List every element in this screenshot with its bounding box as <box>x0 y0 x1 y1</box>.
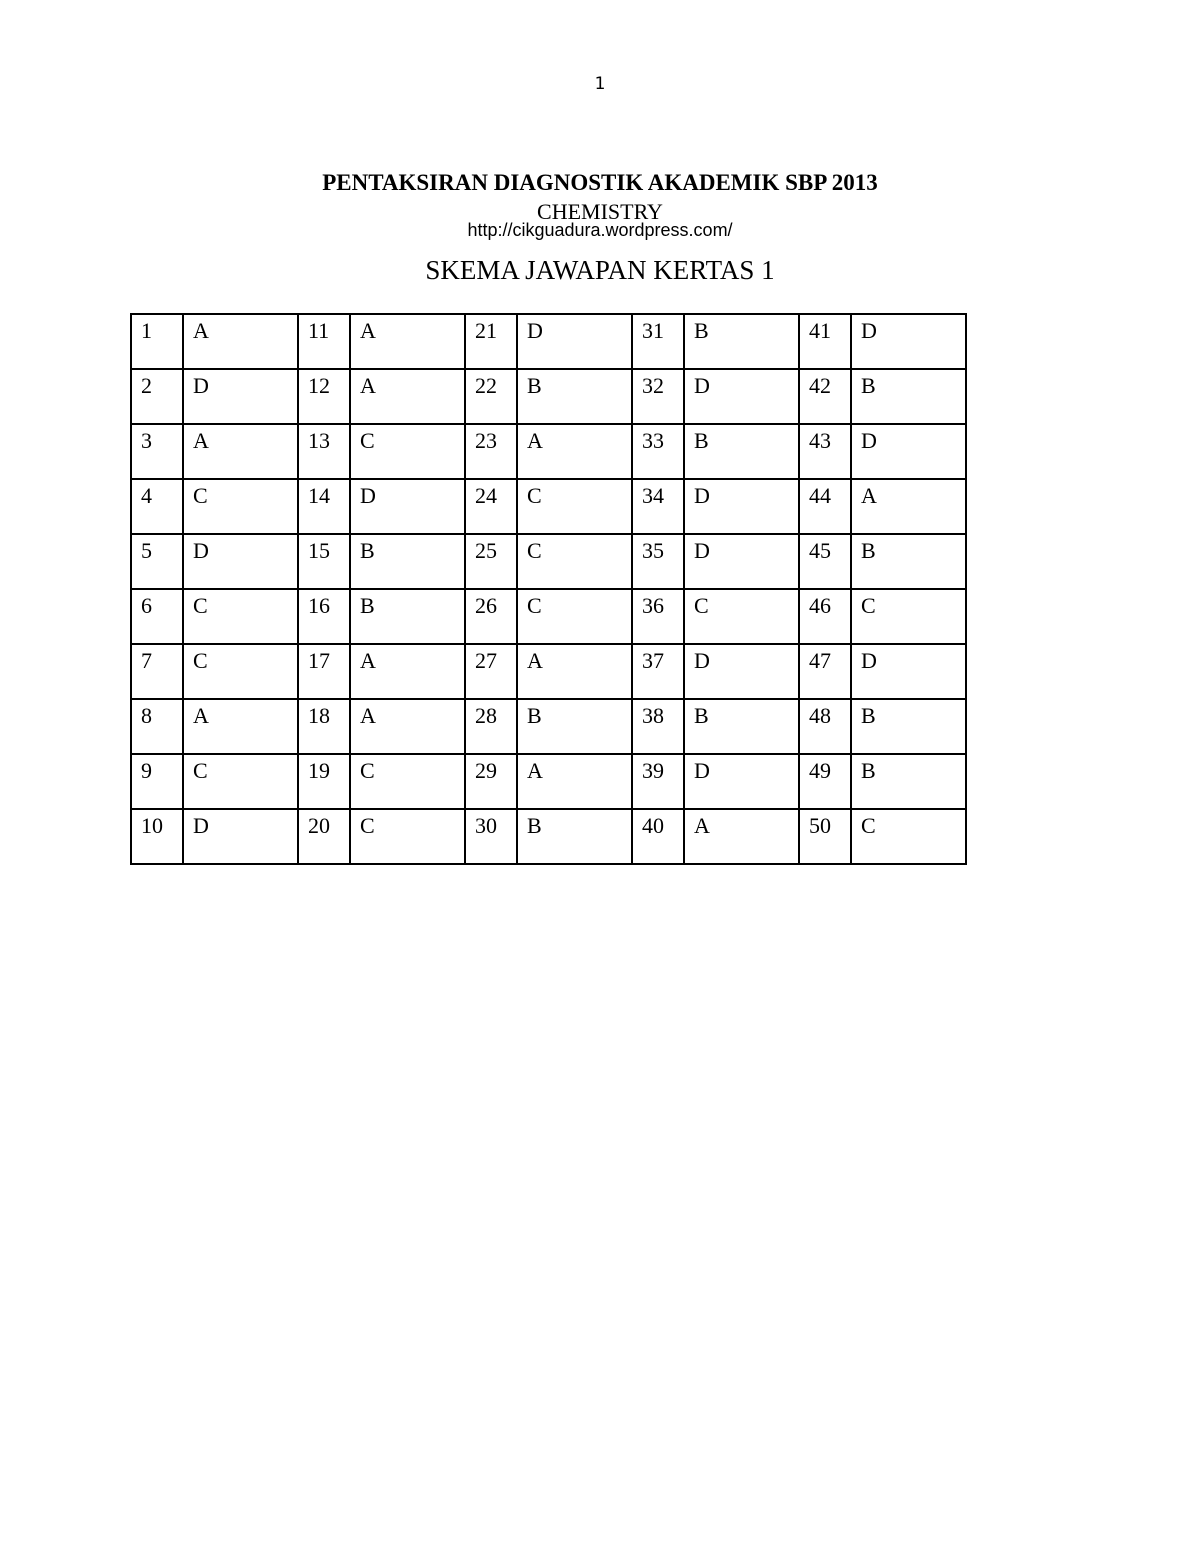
source-url: http://cikguadura.wordpress.com/ <box>467 220 733 240</box>
question-number: 24 <box>465 479 517 534</box>
table-row <box>131 699 966 754</box>
question-number: 31 <box>632 314 684 369</box>
answer-letter: D <box>684 479 799 534</box>
answer-letter: C <box>183 589 298 644</box>
answer-letter: A <box>350 314 465 369</box>
question-number: 10 <box>131 809 183 864</box>
answer-letter: B <box>851 754 966 809</box>
question-number: 37 <box>632 644 684 699</box>
answer-letter: D <box>684 644 799 699</box>
question-number: 48 <box>799 699 851 754</box>
question-number: 47 <box>799 644 851 699</box>
question-number: 28 <box>465 699 517 754</box>
question-number: 17 <box>298 644 350 699</box>
answer-letter: A <box>517 644 632 699</box>
question-number: 39 <box>632 754 684 809</box>
answer-letter: D <box>183 809 298 864</box>
question-number: 12 <box>298 369 350 424</box>
answer-letter: B <box>851 534 966 589</box>
question-number: 33 <box>632 424 684 479</box>
answer-letter: D <box>684 369 799 424</box>
answer-letter: D <box>350 479 465 534</box>
question-number: 26 <box>465 589 517 644</box>
table-row <box>131 754 966 809</box>
answer-letter: D <box>183 369 298 424</box>
answer-letter: C <box>183 479 298 534</box>
answer-letter: B <box>851 369 966 424</box>
question-number: 1 <box>131 314 183 369</box>
question-number: 42 <box>799 369 851 424</box>
question-number: 45 <box>799 534 851 589</box>
answer-letter: C <box>851 589 966 644</box>
question-number: 6 <box>131 589 183 644</box>
answer-letter: B <box>684 424 799 479</box>
question-number: 50 <box>799 809 851 864</box>
question-number: 25 <box>465 534 517 589</box>
answer-table-body <box>131 314 966 864</box>
answer-letter: B <box>684 699 799 754</box>
question-number: 34 <box>632 479 684 534</box>
question-number: 23 <box>465 424 517 479</box>
question-number: 15 <box>298 534 350 589</box>
answer-letter: B <box>517 369 632 424</box>
question-number: 3 <box>131 424 183 479</box>
answer-letter: C <box>350 754 465 809</box>
answer-letter: C <box>517 534 632 589</box>
question-number: 35 <box>632 534 684 589</box>
question-number: 2 <box>131 369 183 424</box>
question-number: 20 <box>298 809 350 864</box>
answer-letter: B <box>517 809 632 864</box>
answer-letter: B <box>350 589 465 644</box>
table-row <box>131 369 966 424</box>
answer-letter: A <box>350 369 465 424</box>
question-number: 13 <box>298 424 350 479</box>
answer-letter: A <box>350 699 465 754</box>
answer-letter: C <box>517 479 632 534</box>
answer-table <box>130 313 967 865</box>
table-row <box>131 644 966 699</box>
question-number: 18 <box>298 699 350 754</box>
question-number: 32 <box>632 369 684 424</box>
answer-letter: B <box>517 699 632 754</box>
question-number: 29 <box>465 754 517 809</box>
answer-letter: A <box>183 424 298 479</box>
question-number: 38 <box>632 699 684 754</box>
table-row <box>131 314 966 369</box>
question-number: 27 <box>465 644 517 699</box>
question-number: 44 <box>799 479 851 534</box>
question-number: 22 <box>465 369 517 424</box>
answer-letter: B <box>851 699 966 754</box>
answer-letter: D <box>684 754 799 809</box>
answer-letter: C <box>183 644 298 699</box>
question-number: 9 <box>131 754 183 809</box>
answer-scheme-heading: SKEMA JAWAPAN KERTAS 1 <box>425 255 775 285</box>
answer-letter: D <box>851 644 966 699</box>
question-number: 49 <box>799 754 851 809</box>
question-number: 40 <box>632 809 684 864</box>
answer-letter: A <box>350 644 465 699</box>
answer-letter: A <box>851 479 966 534</box>
question-number: 19 <box>298 754 350 809</box>
question-number: 43 <box>799 424 851 479</box>
answer-letter: A <box>517 754 632 809</box>
answer-letter: D <box>684 534 799 589</box>
question-number: 30 <box>465 809 517 864</box>
answer-letter: D <box>851 314 966 369</box>
answer-letter: A <box>183 314 298 369</box>
question-number: 8 <box>131 699 183 754</box>
table-row <box>131 809 966 864</box>
page-number: 1 <box>594 74 606 94</box>
question-number: 11 <box>298 314 350 369</box>
question-number: 16 <box>298 589 350 644</box>
answer-letter: D <box>851 424 966 479</box>
answer-letter: A <box>684 809 799 864</box>
answer-letter: C <box>684 589 799 644</box>
answer-letter: D <box>183 534 298 589</box>
question-number: 41 <box>799 314 851 369</box>
answer-letter: C <box>517 589 632 644</box>
subject-name: CHEMISTRY <box>537 199 663 224</box>
table-row <box>131 589 966 644</box>
question-number: 4 <box>131 479 183 534</box>
question-number: 14 <box>298 479 350 534</box>
question-number: 36 <box>632 589 684 644</box>
table-row <box>131 479 966 534</box>
answer-letter: D <box>517 314 632 369</box>
question-number: 21 <box>465 314 517 369</box>
answer-letter: C <box>350 424 465 479</box>
answer-letter: A <box>517 424 632 479</box>
table-row <box>131 534 966 589</box>
answer-letter: A <box>183 699 298 754</box>
table-row <box>131 424 966 479</box>
answer-letter: C <box>851 809 966 864</box>
answer-letter: B <box>350 534 465 589</box>
answer-letter: B <box>684 314 799 369</box>
question-number: 7 <box>131 644 183 699</box>
answer-letter: C <box>183 754 298 809</box>
question-number: 46 <box>799 589 851 644</box>
document-title: PENTAKSIRAN DIAGNOSTIK AKADEMIK SBP 2013 <box>322 170 878 195</box>
question-number: 5 <box>131 534 183 589</box>
answer-letter: C <box>350 809 465 864</box>
